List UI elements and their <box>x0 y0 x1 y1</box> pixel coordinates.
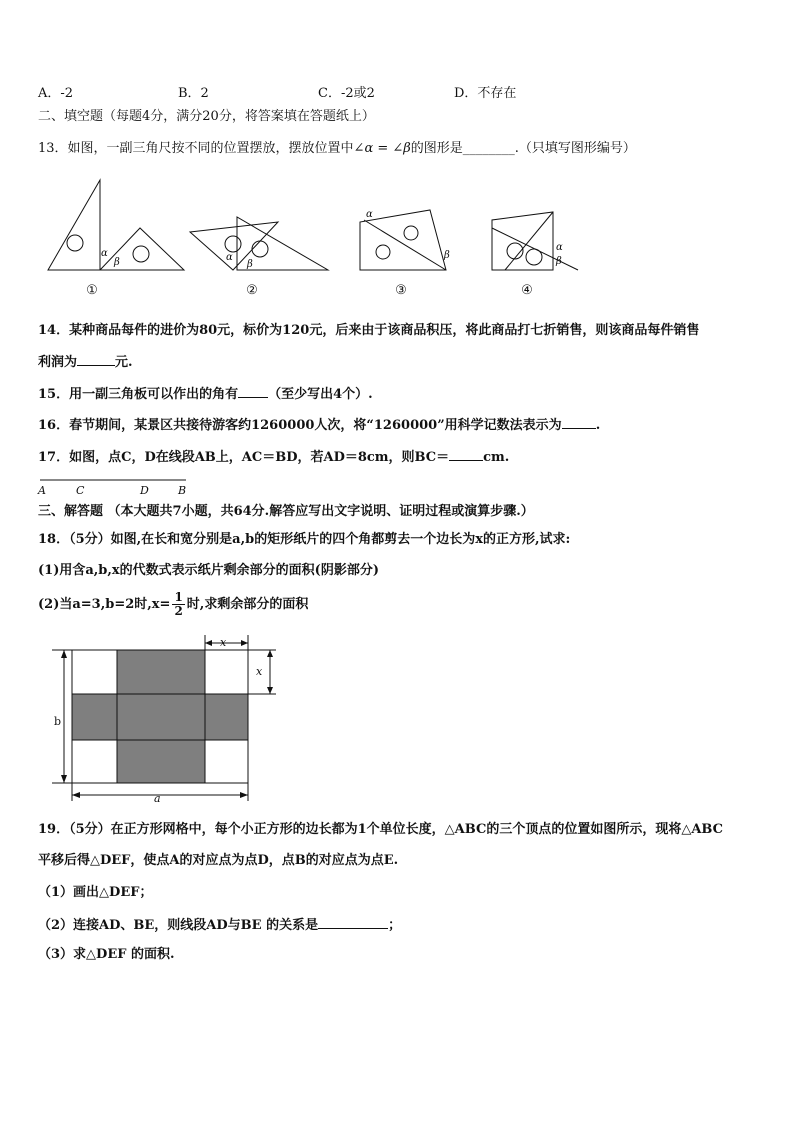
fig3-beta: β <box>444 250 450 261</box>
fig2-alpha: α <box>226 252 233 263</box>
q16-pre: 16．春节期间，某景区共接待游客约1260000人次，将“1260000”用科学记数法表示为 <box>38 418 562 433</box>
q13-figures <box>0 170 794 305</box>
q13-text-post: 的图形是________.（只填写图形编号） <box>410 141 636 156</box>
fig-a-label: a <box>154 792 161 805</box>
q15-post: （至少写出4个）. <box>268 387 373 402</box>
question-13 <box>38 140 636 158</box>
question-19-part1: （1）画出△DEF； <box>38 885 153 900</box>
fig-label-2: ② <box>246 283 258 298</box>
option-c: C．-2或2 <box>318 86 375 101</box>
point-b-label: B <box>178 484 187 497</box>
q14-answer-blank <box>77 352 115 366</box>
q15-answer-blank <box>238 384 268 398</box>
section-2-heading: 二、填空题（每题4分，满分20分，将答案填在答题纸上） <box>38 109 375 124</box>
fig-label-4: ④ <box>521 283 533 298</box>
q18-rectangle-figure <box>40 635 280 805</box>
fig1-alpha: α <box>101 248 108 259</box>
q17-pre: 17．如图，点C，D在线段AB上，AC＝BD，若AD＝8cm，则BC＝ <box>38 450 450 465</box>
q17-answer-blank <box>449 447 483 461</box>
question-19-line1: 19．（5分）在正方形网格中，每个小正方形的边长都为1个单位长度，△ABC的三个顶点的位置如图所示，现将△ABC <box>38 822 724 837</box>
q19-part2-pre: （2）连接AD、BE，则线段AD与BE 的关系是 <box>38 918 319 933</box>
fig-label-3: ③ <box>395 283 407 298</box>
fig4-alpha: α <box>556 242 563 253</box>
q16-post: . <box>595 418 601 433</box>
fig1-beta: β <box>114 257 120 268</box>
fig-x-top-label: x <box>220 636 227 649</box>
fig-label-1: ① <box>86 283 98 298</box>
q15-pre: 15．用一副三角板可以作出的角有 <box>38 387 239 402</box>
option-d: D．不存在 <box>454 86 517 101</box>
question-14-line1: 14．某种商品每件的进价为80元，标价为120元，后来由于该商品积压，将此商品打七折销售，则该商品每件销售 <box>38 323 700 338</box>
question-19-line2: 平移后得△DEF，使点A的对应点为点D，点B的对应点为点E. <box>38 853 399 868</box>
q14-line2-post: 元. <box>115 355 133 370</box>
q18-part2-pre: (2)当a=3,b=2时,x= <box>38 597 171 612</box>
question-19-part3: （3）求△DEF 的面积. <box>38 947 175 962</box>
q13-text-pre: 13．如图，一副三角尺按不同的位置摆放，摆放位置中 <box>38 141 354 156</box>
option-a: A．-2 <box>38 86 74 101</box>
q17-segment-figure <box>36 474 196 498</box>
question-18-part2 <box>38 590 308 620</box>
option-b: B．2 <box>178 86 209 101</box>
fig4-beta: β <box>556 256 562 267</box>
question-18-intro: 18．（5分）如图,在长和宽分别是a,b的矩形纸片的四个角都剪去一个边长为x的正方形,试求: <box>38 532 571 547</box>
fig-b-label: b <box>54 715 62 728</box>
question-16 <box>38 415 600 435</box>
section-3-heading: 三、解答题 （本大题共7小题，共64分.解答应写出文字说明、证明过程或演算步骤.） <box>38 504 534 519</box>
point-d-label: D <box>140 484 149 497</box>
fig3-alpha: α <box>366 209 373 220</box>
q14-line2-pre: 利润为 <box>38 355 78 370</box>
question-15 <box>38 384 373 404</box>
question-14-line2 <box>38 352 133 372</box>
question-19-part2 <box>38 915 401 935</box>
q18-frac-den: 2 <box>174 604 183 618</box>
question-18-part1: (1)用含a,b,x的代数式表示纸片剩余部分的面积(阴影部分) <box>38 563 379 578</box>
q17-post: cm. <box>483 450 510 465</box>
q18-frac-num: 1 <box>174 590 183 604</box>
point-c-label: C <box>76 484 85 497</box>
q18-fraction <box>172 591 184 618</box>
point-a-label: A <box>38 484 46 497</box>
fig2-beta: β <box>247 259 253 270</box>
question-17 <box>38 447 509 467</box>
q19-answer-blank <box>318 915 388 929</box>
q19-part2-post: ； <box>388 918 402 933</box>
q16-answer-blank <box>562 415 596 429</box>
fig-x-right-label: x <box>256 665 263 678</box>
q18-part2-post: 时,求剩余部分的面积 <box>186 597 309 612</box>
q13-formula: ∠α = ∠β <box>353 141 411 156</box>
